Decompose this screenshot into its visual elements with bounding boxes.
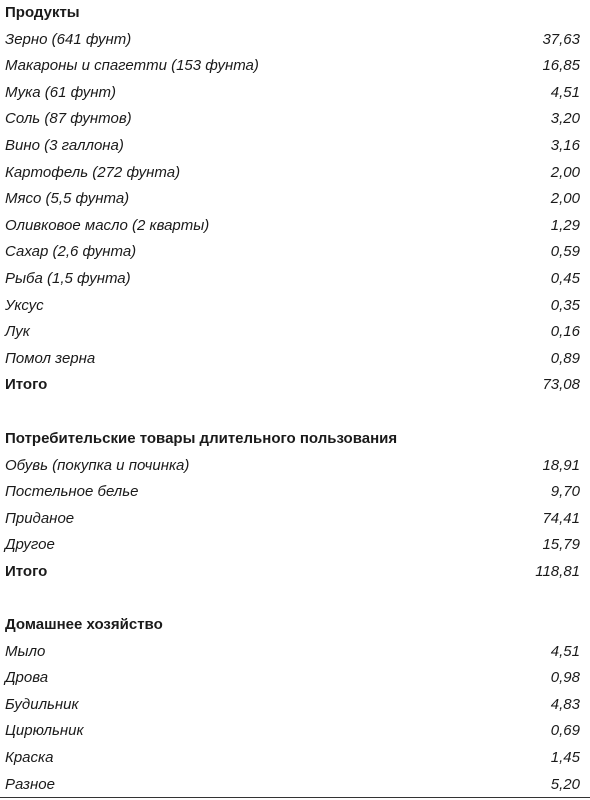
table-row (0, 319, 590, 346)
item-name: Мыло (5, 642, 46, 660)
item-value: 15,79 (542, 536, 580, 554)
table-row (0, 27, 590, 54)
item-value: 3,20 (550, 110, 580, 128)
item-value: 74,41 (542, 509, 580, 527)
item-value: 3,16 (550, 136, 580, 154)
section-title: Потребительские товары длительного пользования (5, 430, 398, 447)
item-value: 2,00 (550, 163, 580, 181)
item-name: Помол зерна (5, 349, 96, 367)
item-value: 1,45 (550, 748, 580, 766)
item-value: 16,85 (542, 57, 580, 75)
item-name: Краска (5, 748, 54, 766)
total-value: 73,08 (542, 376, 580, 394)
item-name: Другое (5, 536, 55, 554)
item-name: Оливковое масло (2 кварты) (5, 216, 210, 234)
item-value: 0,69 (550, 722, 580, 740)
section-title: Продукты (5, 4, 80, 21)
item-name: Мука (61 фунт) (5, 83, 117, 101)
item-value: 4,83 (550, 695, 580, 713)
table-row (0, 692, 590, 719)
table-row (0, 106, 590, 133)
item-value: 0,59 (550, 243, 580, 261)
section-title: Домашнее хозяйство (5, 616, 163, 633)
section-food (0, 0, 590, 399)
item-value: 37,63 (542, 30, 580, 48)
section-heading (0, 426, 590, 453)
total-value: 118,81 (535, 562, 580, 580)
item-value: 2,00 (550, 190, 580, 208)
table-row (0, 266, 590, 293)
item-name: Картофель (272 фунта) (5, 163, 181, 181)
table-row (0, 346, 590, 373)
item-name: Вино (3 галлона) (5, 136, 124, 154)
item-value: 0,45 (550, 269, 580, 287)
table-row (0, 718, 590, 745)
item-value: 0,16 (550, 323, 580, 341)
table-row (0, 532, 590, 559)
table-row (0, 80, 590, 107)
item-name: Приданое (5, 509, 75, 527)
item-name: Соль (87 фунтов) (5, 110, 132, 128)
item-name: Разное (5, 775, 55, 793)
item-value: 4,51 (550, 642, 580, 660)
table-row (0, 506, 590, 533)
section-durable-goods (0, 426, 590, 586)
table-row (0, 745, 590, 772)
table-row (0, 53, 590, 80)
table-row (0, 213, 590, 240)
table-row (0, 639, 590, 666)
table-row (0, 453, 590, 480)
total-row (0, 372, 590, 399)
item-name: Рыба (1,5 фунта) (5, 269, 131, 287)
item-name: Уксус (5, 296, 44, 314)
item-value: 4,51 (550, 83, 580, 101)
table-row (0, 239, 590, 266)
table-row (0, 665, 590, 692)
section-heading (0, 0, 590, 27)
item-name: Постельное белье (5, 483, 139, 501)
item-name: Дрова (5, 669, 49, 687)
section-household (0, 612, 590, 798)
item-value: 9,70 (550, 483, 580, 501)
item-name: Лук (5, 323, 30, 341)
total-row (0, 559, 590, 586)
item-value: 0,35 (550, 296, 580, 314)
item-name: Макароны и спагетти (153 фунта) (5, 57, 259, 75)
total-label: Итого (5, 376, 48, 394)
item-value: 5,20 (550, 775, 580, 793)
item-value: 1,29 (550, 216, 580, 234)
item-name: Зерно (641 фунт) (5, 30, 132, 48)
item-name: Обувь (покупка и починка) (5, 456, 190, 474)
total-label: Итого (5, 562, 48, 580)
item-value: 0,89 (550, 349, 580, 367)
bottom-divider (0, 797, 590, 798)
table-row (0, 133, 590, 160)
item-name: Будильник (5, 695, 79, 713)
table-row (0, 160, 590, 187)
table-row (0, 772, 590, 799)
item-name: Сахар (2,6 фунта) (5, 243, 137, 261)
item-value: 0,98 (550, 669, 580, 687)
table-row (0, 186, 590, 213)
item-name: Цирюльник (5, 722, 84, 740)
item-value: 18,91 (542, 456, 580, 474)
section-heading (0, 612, 590, 639)
item-name: Мясо (5,5 фунта) (5, 190, 130, 208)
table-row (0, 479, 590, 506)
table-row (0, 293, 590, 320)
